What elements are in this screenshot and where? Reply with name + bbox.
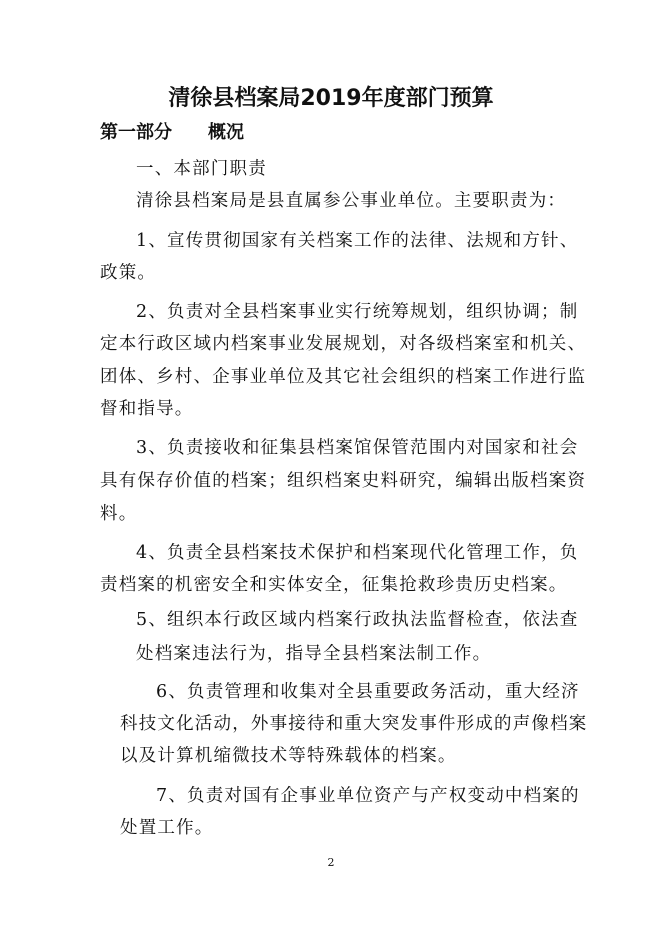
subheading: 一、本部门职责 bbox=[136, 159, 267, 179]
duty-7-line-1: 7、负责对国有企事业单位资产与产权变动中档案的 bbox=[156, 786, 580, 806]
page-number: 2 bbox=[327, 856, 335, 869]
page-title: 清徐县档案局2019年度部门预算 bbox=[168, 86, 494, 111]
duty-3-line-2: 具有保存价值的档案；组织档案史料研究，编辑出版档案资 bbox=[100, 471, 587, 491]
duty-2-line-1: 2、负责对全县档案事业实行统筹规划，组织协调；制 bbox=[136, 302, 579, 322]
duty-4-line-2: 责档案的机密安全和实体安全，征集抢救珍贵历史档案。 bbox=[100, 575, 568, 595]
duty-6-line-3: 以及计算机缩微技术等特殊载体的档案。 bbox=[120, 746, 457, 766]
duty-7-line-2: 处置工作。 bbox=[120, 818, 214, 838]
duty-6-line-2: 科技文化活动，外事接待和重大突发事件形成的声像档案 bbox=[120, 714, 588, 734]
duty-6-line-1: 6、负责管理和收集对全县重要政务活动，重大经济 bbox=[156, 682, 580, 702]
duty-1-line-1: 1、宣传贯彻国家有关档案工作的法律、法规和方针、 bbox=[136, 231, 579, 251]
duty-2-line-3: 团体、乡村、企事业单位及其它社会组织的档案工作进行监 bbox=[100, 367, 587, 387]
part-heading bbox=[100, 120, 244, 146]
duty-2-line-4: 督和指导。 bbox=[100, 399, 194, 419]
part-label: 第一部分 bbox=[100, 122, 172, 143]
duty-3-line-1: 3、负责接收和征集县档案馆保管范围内对国家和社会 bbox=[136, 438, 579, 458]
duty-3-line-3: 料。 bbox=[100, 504, 138, 524]
duty-4-line-1: 4、负责全县档案技术保护和档案现代化管理工作，负 bbox=[136, 543, 579, 563]
duty-5-line-1: 5、组织本行政区域内档案行政执法监督检查，依法查 bbox=[136, 610, 579, 630]
duty-1-line-2: 政策。 bbox=[100, 263, 157, 283]
duty-5-line-2: 处档案违法行为，指导全县档案法制工作。 bbox=[136, 644, 492, 664]
intro-paragraph: 清徐县档案局是县直属参公事业单位。主要职责为： bbox=[136, 191, 567, 211]
part-name: 概况 bbox=[208, 122, 244, 143]
duty-2-line-2: 定本行政区域内档案事业发展规划，对各级档案室和机关、 bbox=[100, 334, 587, 354]
